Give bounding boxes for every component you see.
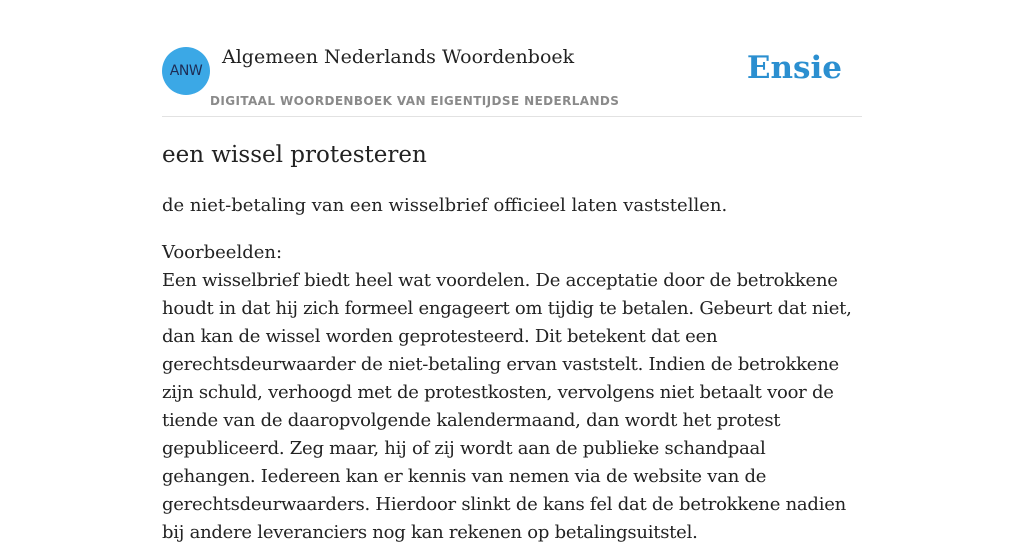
entry-content xyxy=(162,140,864,547)
entry-term: een wissel protesteren xyxy=(162,142,427,168)
entry-definition: de niet-betaling van een wisselbrief officieel laten vaststellen. xyxy=(162,195,728,216)
site-title-link[interactable]: Algemeen Nederlands Woordenboek xyxy=(222,46,575,68)
site-subtitle: DIGITAAL WOORDENBOEK VAN EIGENTIJDSE NEDERLANDS xyxy=(210,94,620,108)
ensie-brand-logo[interactable]: Ensie xyxy=(746,50,842,86)
example-text: Een wisselbrief biedt heel wat voordelen. De acceptatie door de betrokkene houdt in dat hij zich formeel engageert om tijdig te betalen. Gebeurt dat niet, dan kan de wissel worden geprotesteerd. Dit betekent dat een gerechtsdeurwaarder de niet-betaling ervan vaststelt. Indien de betrokkene zijn schuld, verhoogd met de protestkosten, vervolgens niet betaalt voor de tiende van de daaropvolgende kalendermaand, dan wordt het protest gepubliceerd. Zeg maar, hij of zij wordt aan de publieke schandpaal gehangen. Iedereen kan er kennis van nemen via de website van de gerechtsdeurwaarders. Hierdoor slinkt de kans fel dat de betrokkene nadien bij andere leveranciers nog kan rekenen op betalingsuitstel. xyxy=(162,270,852,543)
logo-text: ANW xyxy=(169,63,203,79)
site-header xyxy=(162,0,862,117)
examples-label: Voorbeelden: xyxy=(162,242,283,263)
anw-logo[interactable] xyxy=(162,47,210,95)
